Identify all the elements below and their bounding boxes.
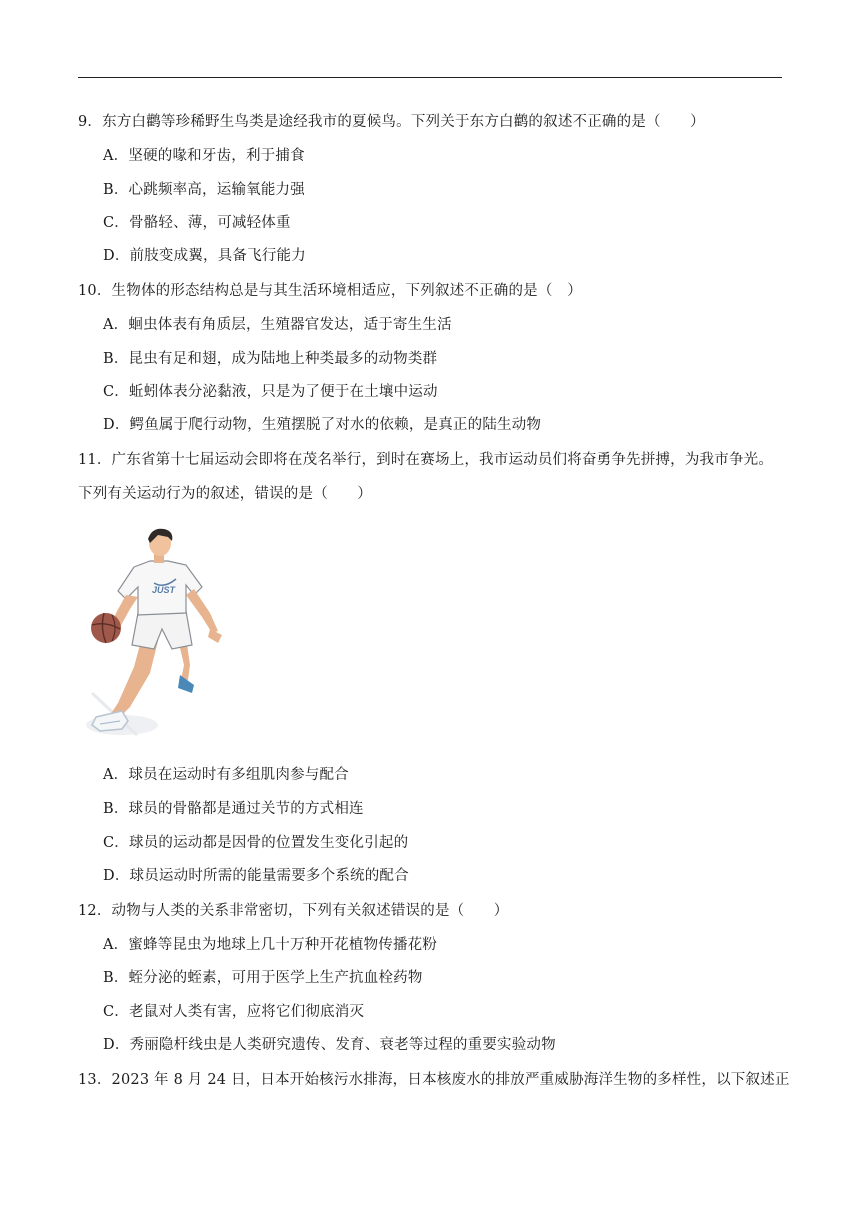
question-10-option-c: C．蚯蚓体表分泌黏液，只是为了便于在土壤中运动 <box>103 384 438 400</box>
question-11-option-d: D．球员运动时所需的能量需要多个系统的配合 <box>103 868 409 884</box>
question-10-option-d: D．鳄鱼属于爬行动物，生殖摆脱了对水的依赖，是真正的陆生动物 <box>103 417 542 433</box>
question-9-option-a: A．坚硬的喙和牙齿，利于捕食 <box>103 148 305 164</box>
question-11-option-a: A．球员在运动时有多组肌肉参与配合 <box>103 767 349 783</box>
question-12-stem: 12．动物与人类的关系非常密切，下列有关叙述错误的是（ ） <box>78 903 509 919</box>
shirt-logo-text: JUST <box>152 585 176 595</box>
question-11-stem-line-2: 下列有关运动行为的叙述，错误的是（ ） <box>78 486 372 502</box>
question-9-option-c: C．骨骼轻、薄，可减轻体重 <box>103 215 291 231</box>
question-11-option-c: C．球员的运动都是因骨的位置发生变化引起的 <box>103 835 409 851</box>
question-9-stem: 9．东方白鹳等珍稀野生鸟类是途经我市的夏候鸟。下列关于东方白鹳的叙述不正确的是（ ） <box>78 114 705 130</box>
question-10-option-a: A．蛔虫体表有角质层，生殖器官发达，适于寄生生活 <box>103 317 452 333</box>
question-11-option-b: B．球员的骨骼都是通过关节的方式相连 <box>103 801 364 817</box>
question-12-option-d: D．秀丽隐杆线虫是人类研究遗传、发育、衰老等过程的重要实验动物 <box>103 1037 556 1053</box>
question-10-stem: 10．生物体的形态结构总是与其生活环境相适应，下列叙述不正确的是（ ） <box>78 283 582 299</box>
header-rule <box>78 77 782 78</box>
question-9-option-d: D．前肢变成翼，具备飞行能力 <box>103 248 306 264</box>
question-13-stem: 13．2023 年 8 月 24 日，日本开始核污水排海，日本核废水的排放严重威胁海洋生物的多样性，以下叙述正 <box>78 1072 790 1088</box>
basketball-player-illustration <box>82 525 242 743</box>
question-12-option-b: B．蛭分泌的蛭素，可用于医学上生产抗血栓药物 <box>103 970 423 986</box>
question-9-option-b: B．心跳频率高，运输氧能力强 <box>103 182 305 198</box>
question-12-option-c: C．老鼠对人类有害，应将它们彻底消灭 <box>103 1004 365 1020</box>
question-11-stem-line-1: 11．广东省第十七届运动会即将在茂名举行，到时在赛场上，我市运动员们将奋勇争先拼搏，为我市争光。 <box>78 452 774 468</box>
question-12-option-a: A．蜜蜂等昆虫为地球上几十万种开花植物传播花粉 <box>103 937 438 953</box>
question-10-option-b: B．昆虫有足和翅，成为陆地上种类最多的动物类群 <box>103 351 438 367</box>
